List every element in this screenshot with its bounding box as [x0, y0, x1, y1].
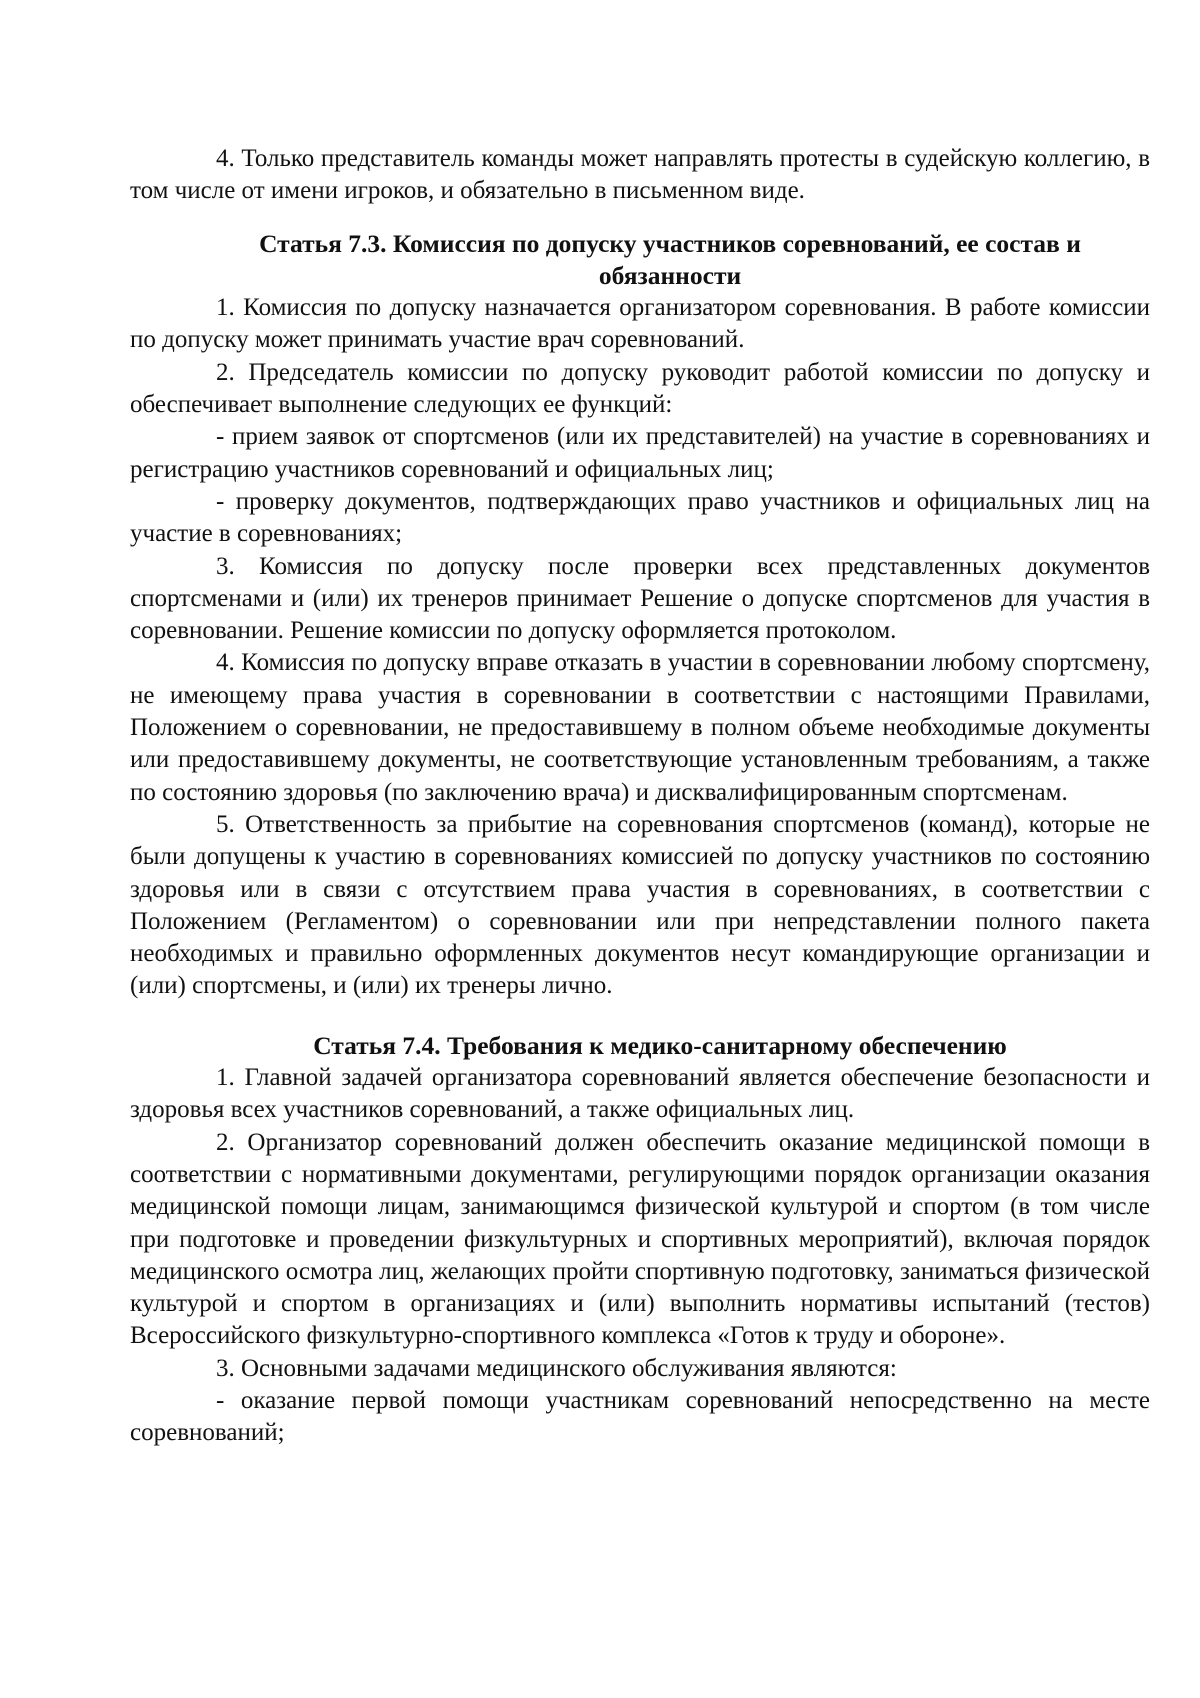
article-7-3-title-line2: обязанности	[598, 260, 742, 290]
article-7-4-paragraph-3: 3. Основными задачами медицинского обслуживания являются:	[216, 1354, 897, 1382]
paragraph-protests: 4. Только представитель команды может направлять протесты в судейскую коллегию, в том числе от имени игроков, и обязательно в письменном виде.	[130, 145, 1150, 205]
article-7-4-paragraph-4: - оказание первой помощи участникам соревнований непосредственно на месте соревнований;	[130, 1386, 1150, 1447]
article-7-3-paragraph-3: - прием заявок от спортсменов (или их представителей) на участие в соревнованиях и регистрацию участников соревнований и официальных лиц;	[130, 423, 1150, 483]
article-7-3-paragraph-4: - проверку документов, подтверждающих право участников и официальных лиц на участие в соревнованиях;	[130, 487, 1150, 548]
article-7-3-title-line1: Статья 7.3. Комиссия по допуску участников соревнований, ее состав и	[259, 228, 1081, 258]
article-7-3-paragraph-6: 4. Комиссия по допуску вправе отказать в участии в соревновании любому спортсмену, не имеющему права участия в соревновании в соответствии с настоящими Правилами, Положением о соревновании, не предоставившему в полном объеме необходимые документы или предоставившему документы, не соответствующие установленным требованиям, а также по состоянию здоровья (по заключению врача) и дисквалифицированным спортсменам.	[130, 649, 1150, 806]
article-7-3-paragraph-2: 2. Председатель комиссии по допуску руководит работой комиссии по допуску и обеспечивает выполнение следующих ее функций:	[130, 358, 1150, 419]
article-7-3-paragraph-5: 3. Комиссия по допуску после проверки всех представленных документов спортсменами и (или) их тренеров принимает Решение о допуске спортсменов для участия в соревновании. Решение комиссии по допуску оформляется протоколом.	[130, 552, 1150, 645]
article-7-3-heading	[130, 228, 1150, 293]
article-7-4-paragraph-2: 2. Организатор соревнований должен обеспечить оказание медицинской помощи в соответствии с нормативными документами, регулирующими порядок организации оказания медицинской помощи лицам, занимающимся физической культурой и спортом (в том числе при подготовке и проведении физкультурных и спортивных мероприятий), включая порядок медицинского осмотра лиц, желающих пройти спортивную подготовку, заниматься физической культурой и спортом в организациях и (или) выполнить нормативы испытаний (тестов) Всероссийского физкультурно-спортивного комплекса «Готов к труду и обороне».	[130, 1128, 1150, 1350]
article-7-3-paragraph-7: 5. Ответственность за прибытие на соревнования спортсменов (команд), которые не были допущены к участию в соревнованиях комиссией по допуску участников по состоянию здоровья или в связи с отсутствием права участия в соревнованиях, в соответствии с Положением (Регламентом) о соревновании или при непредставлении полного пакета необходимых и правильно оформленных документов несут командирующие организации и (или) спортсмены, и (или) их тренеры лично.	[130, 810, 1150, 1000]
article-7-4-heading: Статья 7.4. Требования к медико-санитарному обеспечению	[313, 1030, 1007, 1060]
article-7-4-paragraph-1: 1. Главной задачей организатора соревнований является обеспечение безопасности и здоровья всех участников соревнований, а также официальных лиц.	[130, 1064, 1150, 1124]
article-7-3-paragraph-1: 1. Комиссия по допуску назначается организатором соревнования. В работе комиссии по допуску может принимать участие врач соревнований.	[130, 294, 1150, 354]
document-body	[130, 143, 1150, 1450]
